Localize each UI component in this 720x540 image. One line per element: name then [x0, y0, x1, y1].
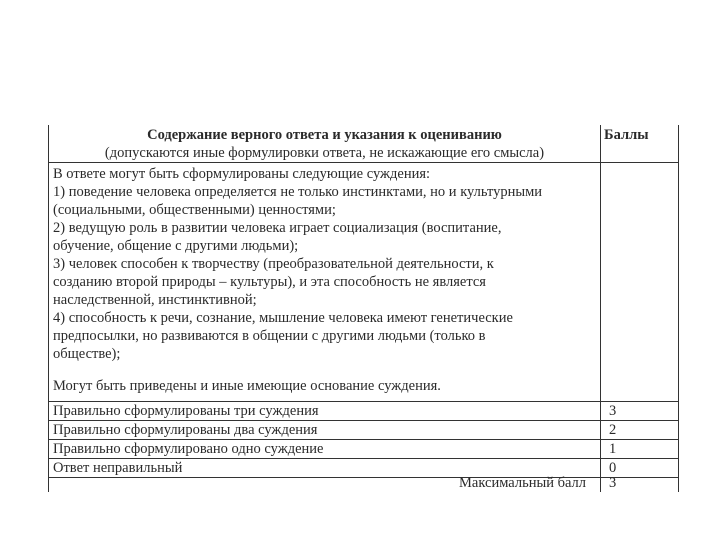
answer-line: (социальными, общественными) ценностями;: [53, 202, 336, 218]
answer-line: В ответе могут быть сформулированы следующие суждения:: [53, 166, 431, 182]
scoring-row: [49, 421, 679, 440]
criterion-cell: Ответ неправильный: [49, 459, 601, 478]
score-header-cell: Баллы: [601, 125, 679, 163]
score-cell: 2: [601, 421, 679, 440]
max-score-value: 3: [609, 475, 617, 491]
criterion-cell: Правильно сформулированы три суждения: [49, 402, 601, 421]
answer-line: 2) ведущую роль в развитии человека играет социализация (воспитание,: [53, 220, 502, 236]
blank-spacer: [53, 363, 596, 377]
answer-line: обучение, общение с другими людьми);: [53, 238, 299, 254]
score-cell: 1: [601, 440, 679, 459]
max-score-row: [49, 478, 679, 493]
max-score-label: Максимальный балл: [459, 475, 586, 491]
answer-content-row: [49, 163, 679, 402]
answer-score-cell: [601, 163, 679, 402]
scoring-row: [49, 440, 679, 459]
score-cell: 0: [601, 459, 679, 478]
grading-table: [48, 125, 679, 492]
answer-line: наследственной, инстинктивной;: [53, 292, 257, 308]
max-score-cell: [601, 475, 679, 493]
criterion-cell: Правильно сформулированы два суждения: [49, 421, 601, 440]
answer-line: созданию второй природы – культуры), и эта способность не является: [53, 274, 486, 290]
content-header-title: Содержание верного ответа и указания к оцениванию: [147, 127, 502, 143]
content-header-note: (допускаются иные формулировки ответа, не искажающие его смысла): [104, 145, 545, 161]
answer-content-cell: [49, 163, 601, 402]
max-score-label-cell: [49, 475, 601, 493]
criterion-cell: Правильно сформулировано одно суждение: [49, 440, 601, 459]
table-header-row: [49, 125, 679, 163]
grading-table-sheet: [48, 125, 678, 491]
content-header-cell: [49, 125, 601, 163]
answer-line: 3) человек способен к творчеству (преобразовательной деятельности, к: [53, 256, 494, 272]
score-cell: 3: [601, 402, 679, 421]
answer-footer: Могут быть приведены и иные имеющие основание суждения.: [53, 378, 441, 394]
answer-line: предпосылки, но развиваются в общении с другими людьми (только в: [53, 328, 486, 344]
scoring-row: [49, 402, 679, 421]
answer-line: обществе);: [53, 346, 121, 362]
answer-line: 4) способность к речи, сознание, мышление человека имеют генетические: [53, 310, 513, 326]
answer-line: 1) поведение человека определяется не только инстинктами, но и культурными: [53, 184, 543, 200]
